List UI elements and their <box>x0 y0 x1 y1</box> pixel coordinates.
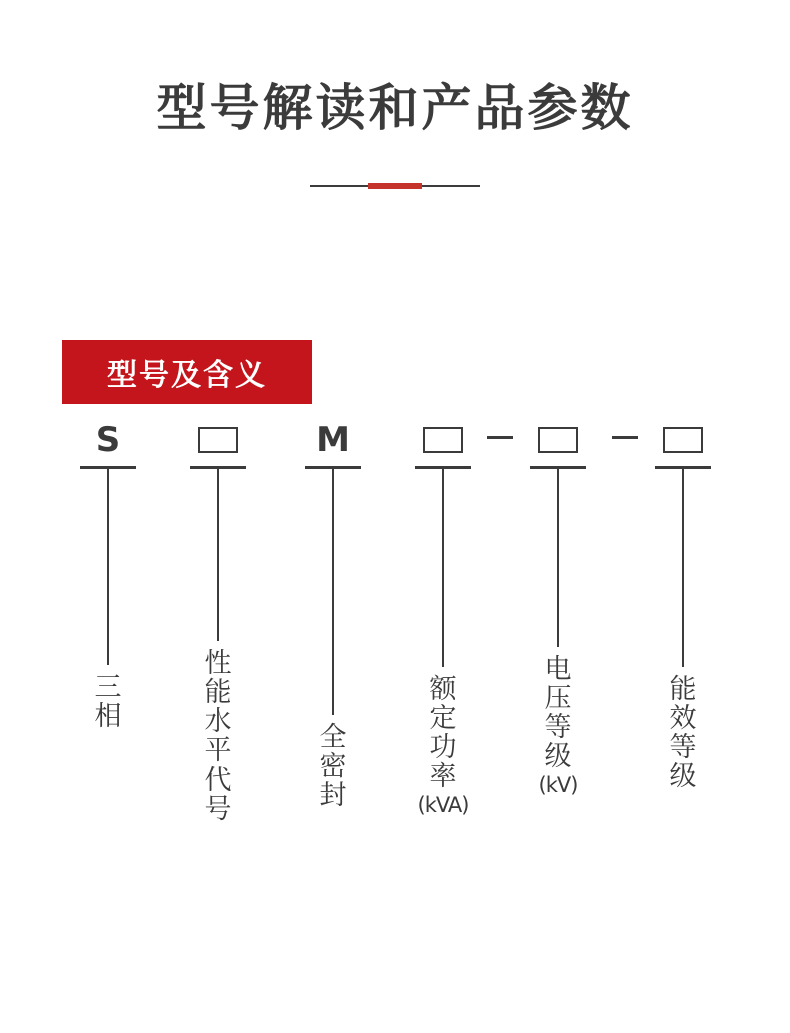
caption-char: 平 <box>204 735 232 767</box>
caption-char: 率 <box>429 761 457 793</box>
code-caption-text <box>91 673 125 731</box>
code-item-performance-level <box>190 418 246 826</box>
code-item-efficiency-class <box>655 418 711 794</box>
code-caption-text <box>541 655 575 772</box>
caption-char: 功 <box>429 732 457 764</box>
code-item-rated-power <box>415 418 471 816</box>
caption-char: 级 <box>669 761 697 793</box>
code-caption <box>538 654 578 797</box>
caption-char: 三 <box>94 672 122 703</box>
code-glyph-box-icon <box>655 418 711 462</box>
caption-char: 压 <box>544 683 572 715</box>
model-code-diagram <box>0 418 790 978</box>
code-item-voltage-class <box>530 418 586 796</box>
code-caption <box>91 673 125 731</box>
code-caption-text <box>316 723 350 810</box>
code-glyph-box-icon <box>190 418 246 462</box>
divider-accent <box>368 183 422 189</box>
code-caption-unit: (kV) <box>538 772 578 797</box>
page-title: 型号解读和产品参数 <box>156 79 634 137</box>
caption-char: 等 <box>544 712 572 744</box>
caption-char: 全 <box>319 722 347 753</box>
code-glyph-box-icon <box>530 418 586 462</box>
page-root <box>0 78 790 1033</box>
caption-char: 效 <box>669 703 697 735</box>
code-caption-text <box>426 675 460 792</box>
code-leader-line <box>332 469 334 715</box>
section-label-badge <box>62 340 312 404</box>
code-glyph: M <box>316 420 350 460</box>
caption-char: 封 <box>319 780 347 812</box>
code-caption <box>201 649 235 824</box>
code-glyph: S <box>95 420 121 460</box>
caption-char: 号 <box>204 793 232 825</box>
code-caption-unit: (kVA) <box>417 792 469 817</box>
code-separator-dash <box>612 436 638 439</box>
caption-char: 电 <box>544 654 572 685</box>
code-caption-text <box>666 675 700 792</box>
title-divider <box>310 180 480 192</box>
caption-char: 额 <box>429 674 457 705</box>
code-leader-line <box>107 469 109 665</box>
code-leader-line <box>557 469 559 647</box>
code-item-fully-sealed <box>305 418 361 812</box>
caption-char: 密 <box>319 751 347 783</box>
code-caption-text <box>201 649 235 824</box>
caption-char: 等 <box>669 732 697 764</box>
caption-char: 水 <box>204 706 232 738</box>
caption-char: 级 <box>544 741 572 773</box>
code-leader-line <box>442 469 444 667</box>
caption-char: 能 <box>669 674 697 705</box>
caption-char: 定 <box>429 703 457 735</box>
caption-char: 性 <box>204 648 232 679</box>
code-caption <box>666 675 700 792</box>
section-label-text: 型号及含义 <box>107 358 267 393</box>
code-glyph-box-icon <box>415 418 471 462</box>
code-caption <box>417 674 469 817</box>
code-caption <box>316 723 350 810</box>
code-leader-line <box>682 469 684 667</box>
caption-char: 相 <box>94 701 122 733</box>
code-separator-dash <box>487 436 513 439</box>
code-leader-line <box>217 469 219 641</box>
caption-char: 能 <box>204 677 232 709</box>
code-item-three-phase <box>80 418 136 733</box>
caption-char: 代 <box>204 764 232 796</box>
